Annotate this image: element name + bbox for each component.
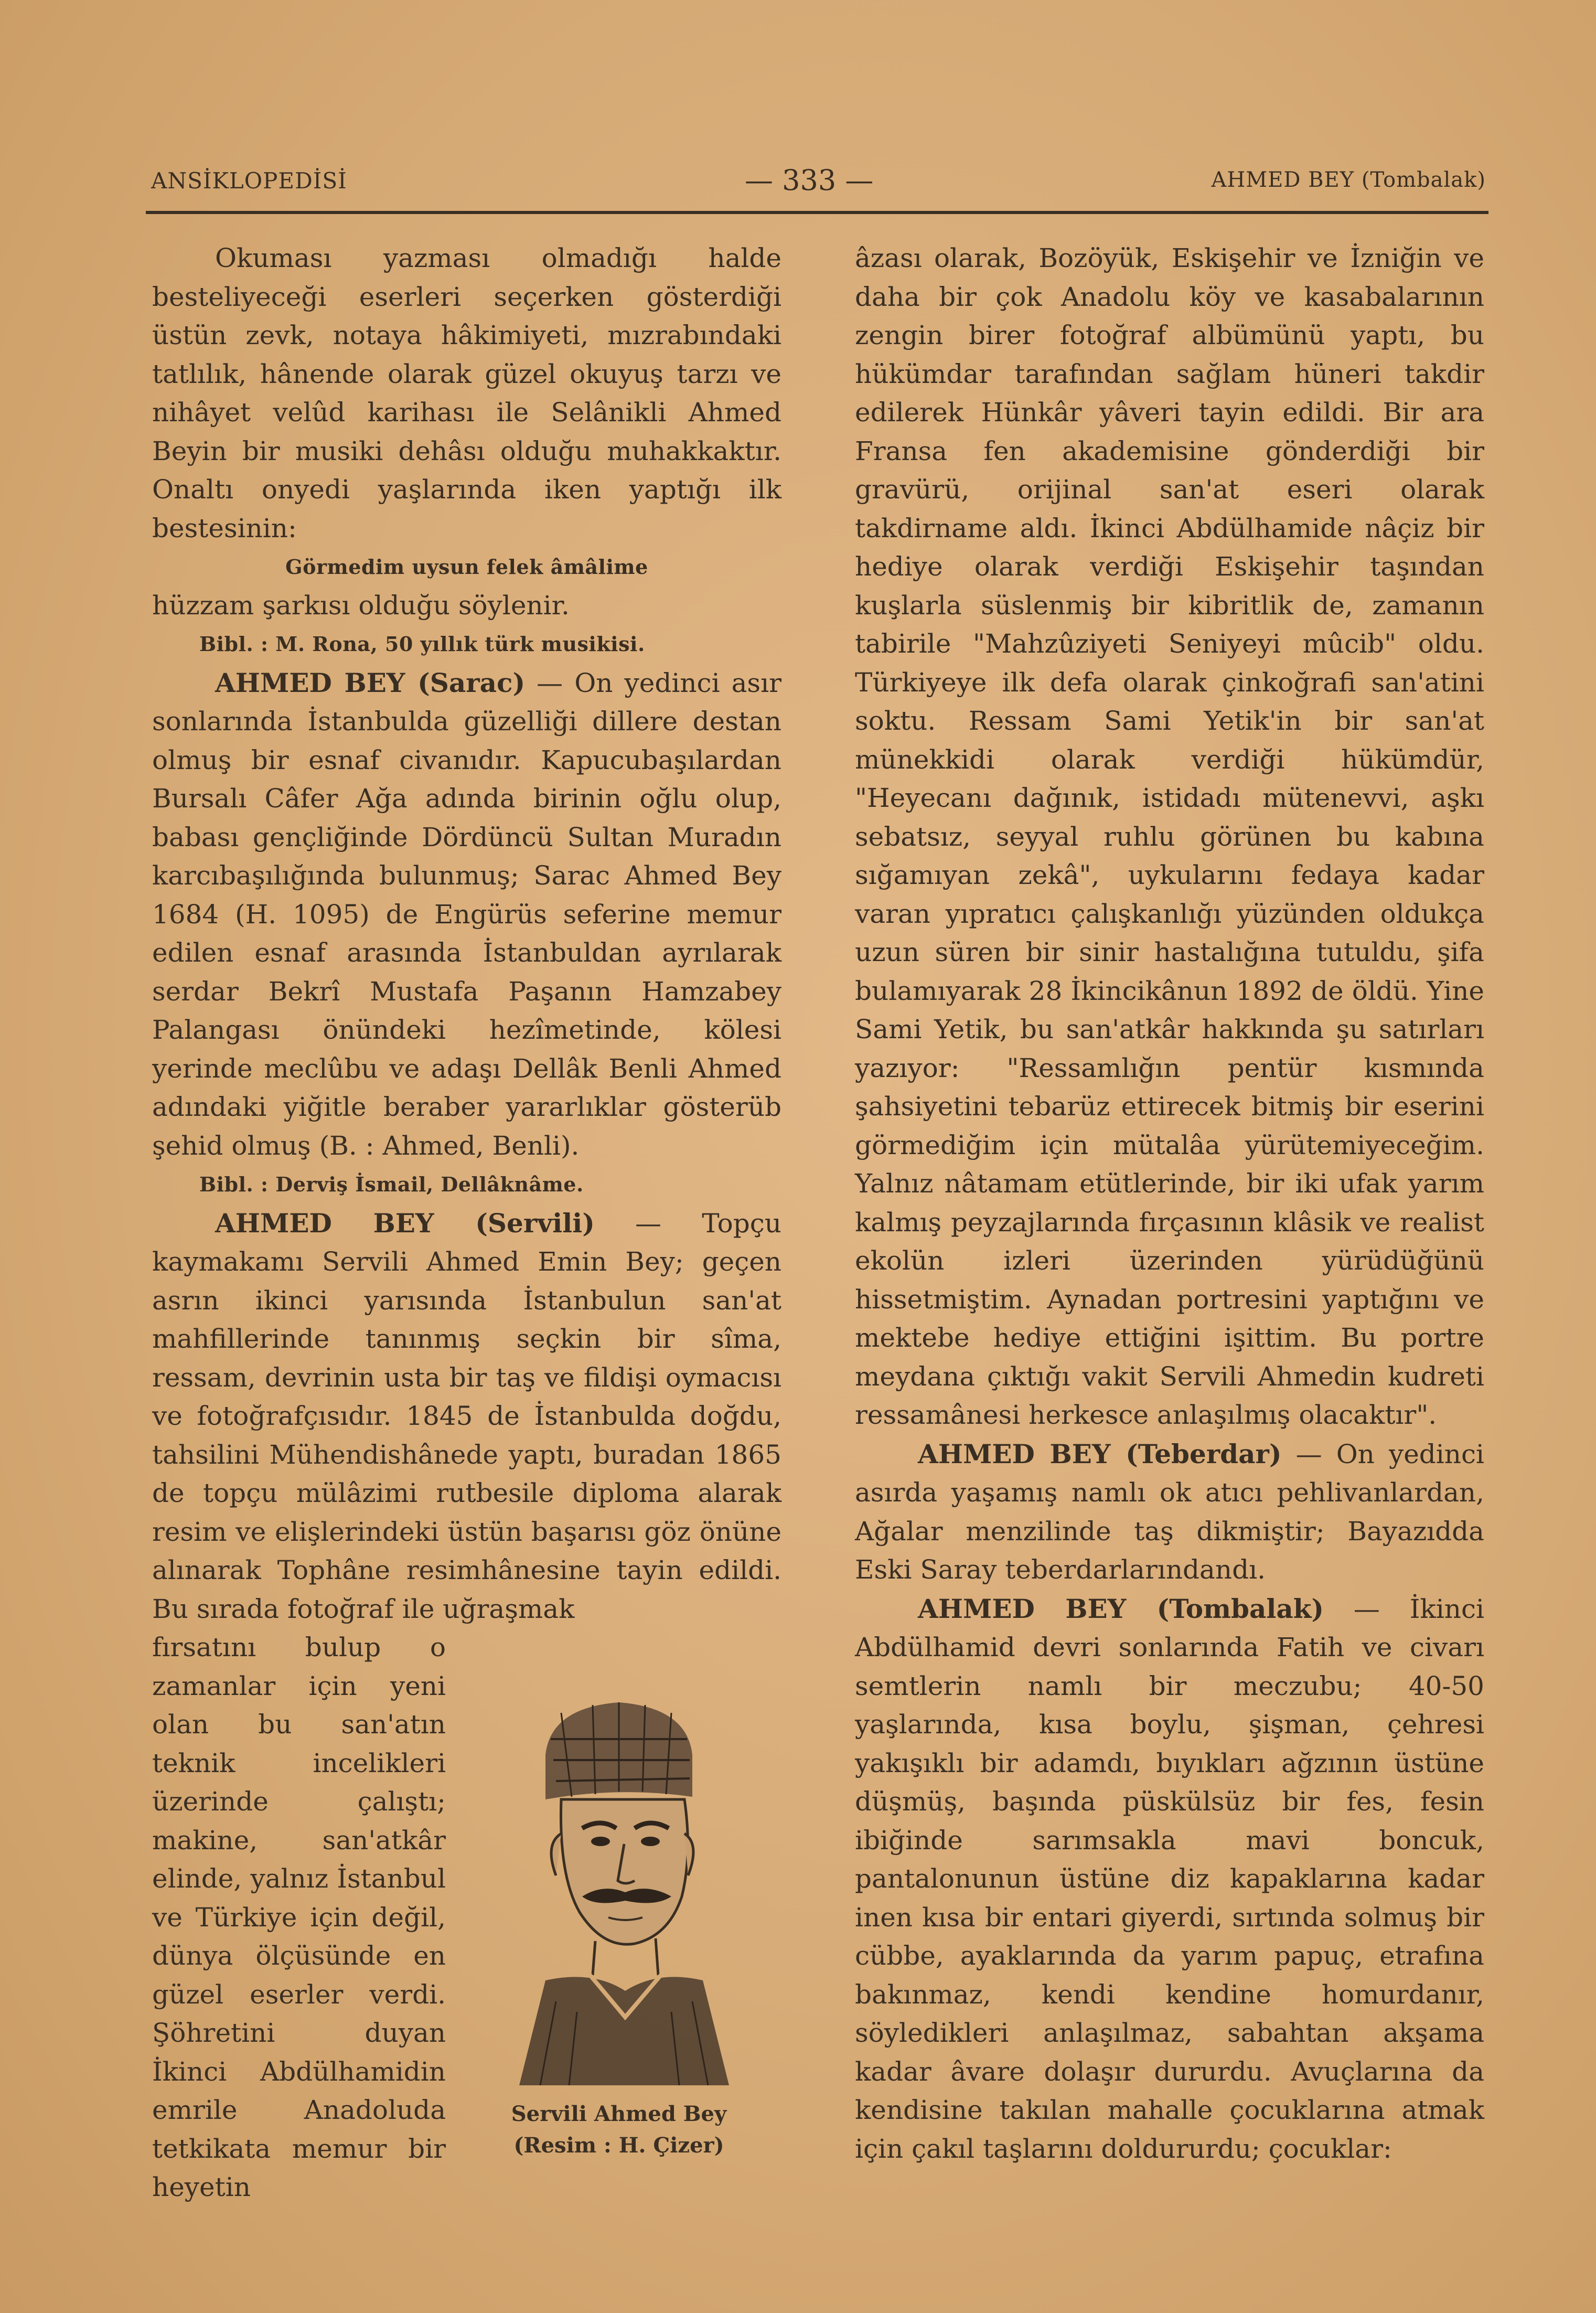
entry-tombalak (855, 1590, 1484, 2169)
entry-text: — On yedinci asır sonlarında İstanbulda güzelliği dillere destan olmuş bir esnaf civanıdır. Kapucubaşılardan Bursalı Câfer Ağa adında birinin oğlu olup, babası gençliğinde Dördüncü Sultan Muradın karcıbaşılığında bulunmuş; Sarac Ahmed Bey 1684 (H. 1095) de Engürüs seferine memur edilen esnaf arasında İstanbuldan ayrılarak serdar Bekrî Mustafa Paşanın Hamzabey Palangası önündeki hezîmetinde, kölesi yerinde meclûbu ve adaşı Dellâk Benli Ahmed adındaki yiğitle beraber yararlıklar gösterüb şehid olmuş (B. : Ahmed, Benli). (152, 667, 781, 1161)
header-entry: AHMED BEY (Tombalak) (1211, 168, 1486, 192)
bibliography: Bibl. : Derviş İsmail, Dellâknâme. (199, 1173, 584, 1196)
paragraph: âzası olarak, Bozöyük, Eskişehir ve İzniğin ve daha bir çok Anadolu köy ve kasabalarının zengin birer fotoğraf albümünü yaptı, bu hükümdar tarafından sağlam hüneri takdir edilerek Hünkâr yâveri tayin edildi. Bir ara Fransa fen akademisine gönderdiği bir gravürü, orijinal san'at eseri olarak takdirname aldı. İkinci Abdülhamide nâçiz bir hediye olarak verdiği Eskişehir taşından kuşlarla süslenmiş bir kibritlik de, zamanın tabirile "Mahzûziyeti Seniyeyi mûcib" oldu. Türkiyeye ilk defa olarak çinkoğrafi san'atini soktu. Ressam Sami Yetik'in bir san'at münekkidi olarak verdiği hükümdür, "Heyecanı dağınık, istidadı mütenevvi, aşkı sebatsız, seyyal ruhlu görünen bu kabına sığamıyan zekâ", uykularını fedaya kadar varan yıpratıcı çalışkanlığı yüzünden oldukça uzun süren bir sinir hastalığına tutuldu, şifa bulamıyarak 28 İkincikânun 1892 de öldü. Yine Sami Yetik, bu san'atkâr hakkında şu satırları yazıyor: "Ressamlığın pentür kısmında şahsiyetini tebarüz ettirecek bitmiş bir eserini görmediğim için mütalâa yürütemiyeceğim. Yalnız nâtamam etütlerinde, bir iki ufak yarım kalmış peyzajlarında fırçasının klâsik ve realist ekolün izleri üzerinden yürüdüğünü hissetmiştim. Aynadan portresini yaptığını ve mektebe hediye ettiğini işittim. Bu portre meydana çıktığı vakit Servili Ahmedin kudreti ressamânesi herkesce anlaşılmış olacaktır". (855, 243, 1484, 1430)
bibliography: Bibl. : M. Rona, 50 yıllık türk musikisi. (199, 632, 645, 656)
entry-sarac (152, 664, 781, 1166)
header-title: ANSİKLOPEDİSİ (151, 168, 347, 194)
paragraph: hüzzam şarkısı olduğu söylenir. (152, 590, 570, 621)
portrait-figure (483, 1676, 755, 2159)
entry-heading: AHMED BEY (Servili) (215, 1207, 595, 1239)
figure-caption (483, 2098, 755, 2161)
header-rule (146, 211, 1488, 214)
entry-text: — İkinci Abdülhamid devri sonlarında Fatih ve civarı semtlerin namlı bir meczubu; 40-50 yaşlarında, kısa boylu, şişman, çehresi yakışıklı bir adamdı, bıyıkları ağzının üstüne düşmüş, başında püskülsüz bir fes, fesin ibiğinde sarımsakla mavi boncuk, pantalonunun üstüne diz kapaklarına kadar inen kısa bir entari giyerdi, sırtında solmuş bir cübbe, ayaklarında da yarım papuç, etrafına bakınmaz, kendi kendine homurdanır, söyledikleri anlaşılmaz, sabahtan akşama kadar âvare dolaşır dururdu. Avuçlarına da kendisine takılan mahalle çocuklarına atmak için çakıl taşlarını doldururdu; çocuklar: (855, 1593, 1484, 2164)
portrait-drawing (483, 1676, 755, 2085)
caption-credit: (Resim : H. Çizer) (513, 2133, 724, 2158)
right-column (855, 239, 1484, 2168)
entry-teberdar (855, 1435, 1484, 1590)
entry-heading: AHMED BEY (Sarac) (215, 667, 526, 698)
entry-heading: AHMED BEY (Teberdar) (918, 1438, 1282, 1469)
entry-heading: AHMED BEY (Tombalak) (918, 1593, 1324, 1624)
song-quote: Görmedim uysun felek âmâlime (285, 555, 648, 579)
wrapped-paragraph: fırsatını bulup o zamanlar için yeni olan bu san'atın teknik incelikleri üzerinde çalıştı; makine, san'atkâr elinde, yalnız İstanbul ve Türkiye için değil, dünya ölçüsünde en güzel eserler verdi. Şöhretini duyan İkinci Abdülhamidin emrile Anadoluda tetkikata memur bir heyetin (152, 1632, 446, 2202)
page-header (0, 164, 1596, 199)
entry-servili (152, 1204, 781, 1629)
entry-text: — On yedinci asırda yaşamış namlı ok atıcı pehlivanlardan, Ağalar menzilinde taş dikmiştir; Bayazıdda Eski Saray teberdarlarındandı. (855, 1438, 1484, 1585)
page-number: — 333 — (745, 164, 874, 197)
entry-text: — Topçu kaymakamı Servili Ahmed Emin Bey; geçen asrın ikinci yarısında İstanbulun san'at mahfillerinde tanınmış seçkin bir sîma, ressam, devrinin usta bir taş ve fildişi oymacısı ve fotoğrafçısıdır. 1845 de İstanbulda doğdu, tahsilini Mühendishânede yaptı, buradan 1865 de topçu mülâzimi rutbesile diploma alarak resim ve elişlerindeki üstün başarısı göz önüne alınarak Tophâne resimhânesine tayin edildi. Bu sırada fotoğraf ile uğraşmak (152, 1208, 781, 1624)
paragraph: Okuması yazması olmadığı halde besteliyeceği eserleri seçerken gösterdiği üstün zevk, notaya hâkimiyeti, mızrabındaki tatlılık, hânende olarak güzel okuyuş tarzı ve nihâyet velûd karihası ile Selânikli Ahmed Beyin bir musiki dehâsı olduğu muhakkaktır. Onaltı onyedi yaşlarında iken yaptığı ilk bestesinin: (152, 243, 781, 543)
caption-title: Servili Ahmed Bey (511, 2102, 727, 2126)
